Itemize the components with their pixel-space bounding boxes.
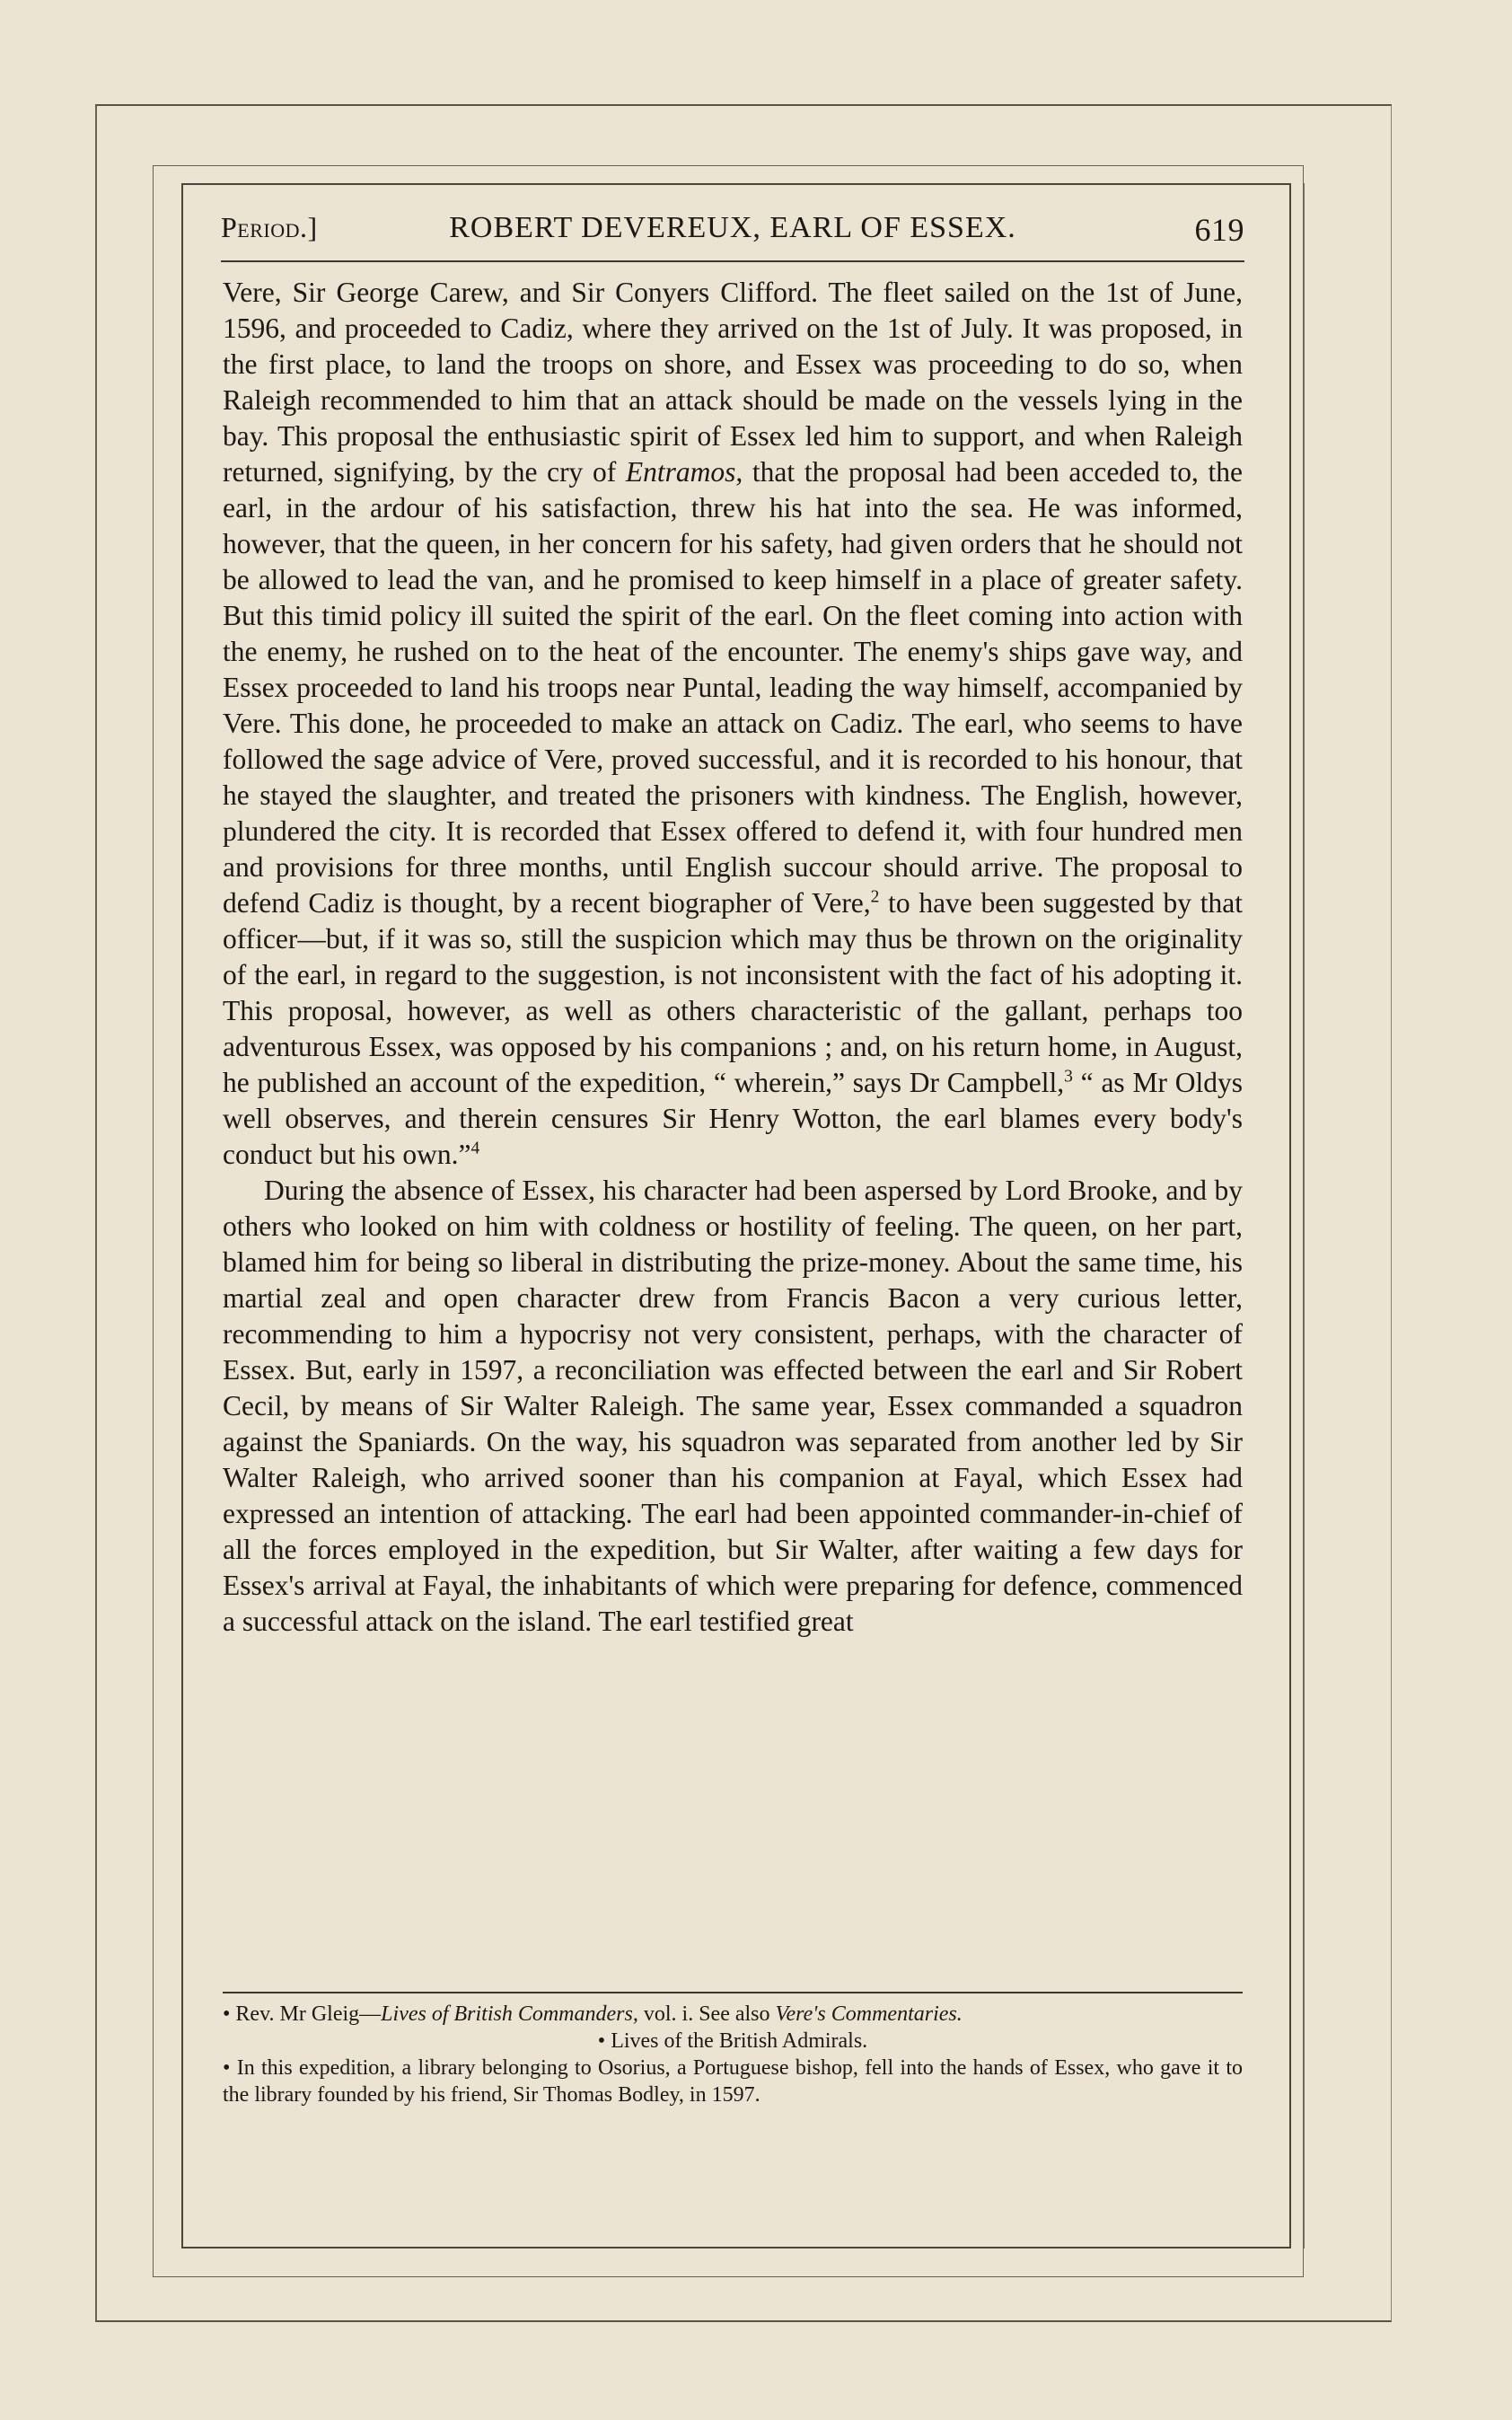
footnote-2-italic-b: Vere's Commentaries. — [775, 2002, 963, 2026]
paragraph-1 — [223, 275, 1243, 1173]
body-text — [223, 275, 1243, 1640]
footnote-4-text: In this expedition, a library belonging to Osorius, a Portuguese bishop, fell into the hands of Essex, who gave it to the library founded by his friend, Sir Thomas Bodley, in 1597. — [223, 2056, 1243, 2107]
paragraph-1-part-d: “ as Mr Oldys well observes, and therein censures Sir Henry Wotton, the earl blames every body's conduct but his own.” — [223, 1067, 1243, 1170]
footnote-3 — [223, 2028, 1243, 2055]
header-rule — [221, 260, 1244, 262]
footnote-2-italic-a: Lives of British Commanders, — [381, 2002, 638, 2026]
footnote-4-marker: • — [223, 2056, 231, 2080]
paragraph-1-italic: Entramos, — [625, 456, 743, 488]
footnote-2-marker: • — [223, 2002, 231, 2026]
paragraph-1-part-a: Vere, Sir George Carew, and Sir Conyers Clifford. The fleet sailed on the 1st of June, 1596, and proceeded to Cadiz, where they arrived on the 1st of July. It was proposed, in the first place, to land the troops on shore, and Essex was proceeding to do so, when Raleigh recommended to him that an attack should be made on the vessels lying in the bay. This proposal the enthusiastic spirit of Essex led him to support, and when Raleigh returned, signifying, by the cry of — [223, 277, 1243, 488]
footnote-ref-2: 2 — [870, 887, 880, 907]
paragraph-1-part-b: that the proposal had been acceded to, the earl, in the ardour of his satisfaction, threw his hat into the sea. He was informed, however, that the queen, in her concern for his safety, had given orders that he should not be allowed to lead the van, and he promised to keep himself in a place of greater safety. But this timid policy ill suited the spirit of the earl. On the fleet coming into action with the enemy, he rushed on to the heat of the encounter. The enemy's ships gave way, and Essex proceeded to land his troops near Puntal, leading the way himself, accompanied by Vere. This done, he proceeded to make an attack on Cadiz. The earl, who seems to have followed the sage advice of Vere, proved successful, and it is recorded to his honour, that he stayed the slaughter, and treated the prisoners with kindness. The English, however, plundered the city. It is recorded that Essex offered to defend it, with four hundred men and provisions for three months, until English succour should arrive. The proposal to defend Cadiz is thought, by a recent biographer of Vere, — [223, 456, 1243, 919]
footnote-ref-3: 3 — [1064, 1067, 1073, 1087]
footnote-2-part-a: Rev. Mr Gleig— — [230, 2002, 382, 2026]
header-section: Period.] — [221, 211, 318, 243]
running-header — [221, 211, 1244, 252]
paragraph-1-part-c: to have been suggested by that officer—but, if it was so, still the suspicion which may thus be thrown on the originality of the earl, in regard to the suggestion, is not inconsistent with the fact of his adopting it. This proposal, however, as well as others characteristic of the gallant, perhaps too adventurous Essex, was opposed by his companions ; and, on his return home, in August, he published an account of the expedition, “ wherein,” says Dr Campbell, — [223, 887, 1243, 1098]
footnote-3-text: Lives of the British Admirals. — [605, 2029, 868, 2053]
footnote-ref-4: 4 — [470, 1139, 480, 1158]
footnote-rule — [223, 1992, 1243, 1993]
header-title: ROBERT DEVEREUX, EARL OF ESSEX. — [449, 211, 1016, 244]
footnote-2 — [223, 2001, 1243, 2028]
footnote-4 — [223, 2055, 1243, 2108]
page-frame-edge — [1304, 183, 1308, 2248]
footnotes — [223, 2001, 1243, 2108]
paragraph-2: During the absence of Essex, his character had been aspersed by Lord Brooke, and by others who looked on him with coldness or hostility of feeling. The queen, on her part, blamed him for being so liberal in distributing the prize-money. About the same time, his martial zeal and open character drew from Francis Bacon a very curious letter, recommending to him a hypocrisy not very consistent, perhaps, with the character of Essex. But, early in 1597, a reconciliation was effected between the earl and Sir Robert Cecil, by means of Sir Walter Raleigh. The same year, Essex commanded a squadron against the Spaniards. On the way, his squadron was separated from another led by Sir Walter Raleigh, who arrived sooner than his companion at Fayal, which Essex had expressed an intention of attacking. The earl had been appointed commander-in-chief of all the forces employed in the expedition, but Sir Walter, after waiting a few days for Essex's arrival at Fayal, the inhabitants of which were preparing for defence, commenced a successful attack on the island. The earl testified great — [223, 1175, 1243, 1637]
footnote-3-marker: • — [597, 2029, 606, 2053]
footnote-2-part-b: vol. i. See also — [637, 2002, 776, 2026]
page-number: 619 — [1194, 212, 1244, 248]
